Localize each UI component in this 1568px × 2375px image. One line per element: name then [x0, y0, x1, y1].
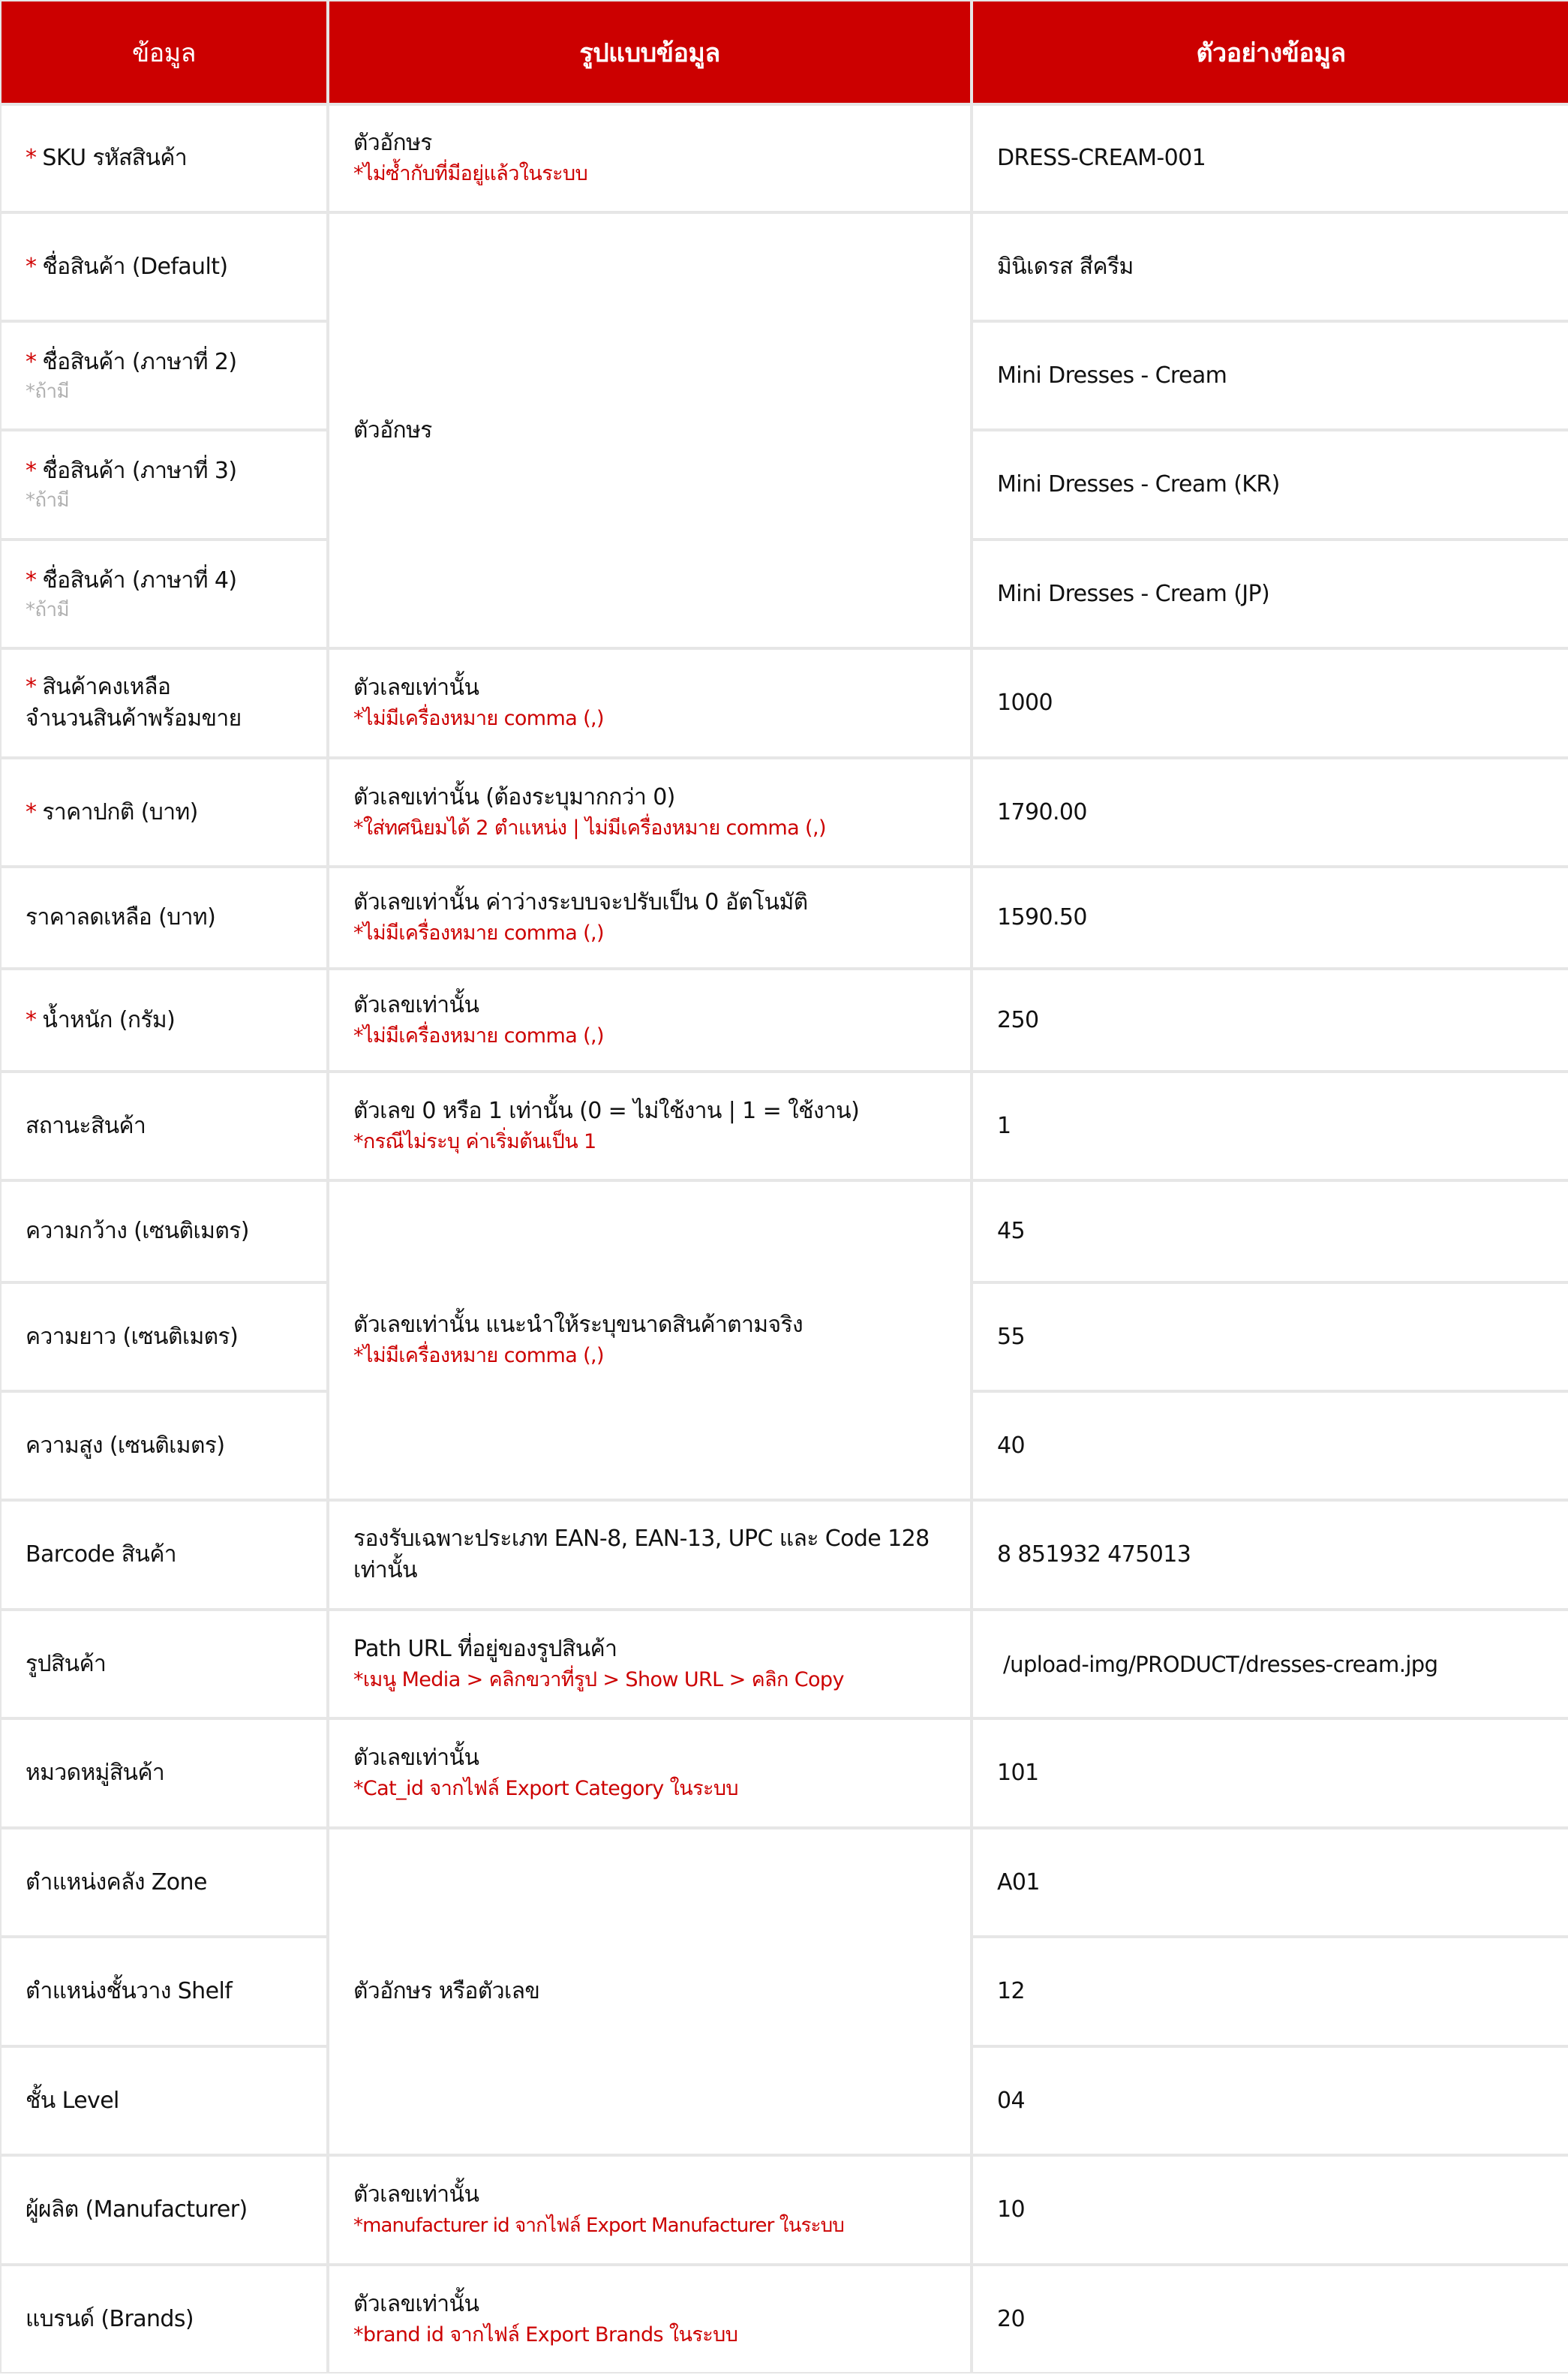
- format-text: ตัวเลขเท่านั้น (ต้องระบุมากกว่า 0): [353, 783, 675, 810]
- format-cell-stock: [329, 650, 970, 756]
- field-label: แบรนด์ (Brands): [26, 2305, 194, 2332]
- header-format: [329, 2, 970, 103]
- field-label: ราคาลดเหลือ (บาท): [26, 904, 216, 930]
- field-cell-weight: [2, 970, 326, 1070]
- field-label: ตำแหน่งคลัง Zone: [26, 1868, 207, 1895]
- required-marker: *: [26, 798, 37, 825]
- field-label: ราคาปกติ (บาท): [42, 798, 198, 825]
- field-cell-regular-price: [2, 759, 326, 865]
- field-label-line2: จำนวนสินค้าพร้อมขาย: [26, 705, 242, 732]
- format-text: ตัวอักษร หรือตัวเลข: [353, 1978, 540, 2004]
- format-note: *ไม่มีเครื่องหมาย comma (,): [353, 707, 604, 730]
- format-text: ตัวเลขเท่านั้น: [353, 991, 479, 1018]
- example-value: Mini Dresses - Cream (KR): [997, 471, 1280, 498]
- example-value: มินิเดรส สีครีม: [997, 253, 1134, 280]
- example-value: 250: [997, 1006, 1039, 1033]
- example-value: 20: [997, 2305, 1025, 2332]
- example-value: DRESS-CREAM-001: [997, 145, 1206, 171]
- example-value: 12: [997, 1978, 1025, 2004]
- example-cell-barcode: [973, 1502, 1568, 1608]
- field-cell-stock: [2, 650, 326, 756]
- example-value: /upload-img/PRODUCT/dresses-cream.jpg: [1003, 1651, 1438, 1677]
- format-text: ตัวอักษร: [353, 130, 432, 156]
- example-cell-stock: [973, 650, 1568, 756]
- field-cell-zone: [2, 1829, 326, 1935]
- format-cell-weight: [329, 970, 970, 1070]
- example-cell-length: [973, 1284, 1568, 1390]
- field-cell-length: [2, 1284, 326, 1390]
- format-note: *brand id จากไฟล์ Export Brands ในระบบ: [353, 2322, 738, 2346]
- field-label: น้ำหนัก (กรัม): [42, 1006, 176, 1033]
- example-cell-level: [973, 2048, 1568, 2154]
- field-cell-category: [2, 1720, 326, 1826]
- header-field-label: ข้อมูล: [132, 38, 196, 68]
- format-cell-names: [329, 214, 970, 647]
- example-cell-zone: [973, 1829, 1568, 1935]
- field-label: สถานะสินค้า: [26, 1112, 146, 1139]
- field-label: ชั้น Level: [26, 2087, 119, 2114]
- field-label: ความกว้าง (เซนติเมตร): [26, 1218, 249, 1244]
- example-cell-sale-price: [973, 868, 1568, 967]
- format-cell-barcode: [329, 1502, 970, 1608]
- format-note: *ไม่ซ้ำกับที่มีอยู่แล้วในระบบ: [353, 162, 588, 185]
- field-label: ชื่อสินค้า (Default): [42, 253, 228, 280]
- example-cell-name-lang4: [973, 541, 1568, 647]
- required-marker: *: [26, 1006, 37, 1033]
- example-cell-image: [973, 1611, 1568, 1717]
- field-label: ความยาว (เซนติเมตร): [26, 1323, 239, 1350]
- example-value: 1590.50: [997, 904, 1087, 930]
- example-value: 40: [997, 1432, 1025, 1459]
- optional-hint: *ถ้ามี: [26, 489, 70, 512]
- example-cell-name-lang2: [973, 323, 1568, 428]
- field-label: ความสูง (เซนติเมตร): [26, 1432, 225, 1459]
- example-value: 10: [997, 2196, 1025, 2223]
- format-cell-regular-price: [329, 759, 970, 865]
- format-text: ตัวเลขเท่านั้น แนะนำให้ระบุขนาดสินค้าตามจริง: [353, 1312, 804, 1338]
- field-label: ผู้ผลิต (Manufacturer): [26, 2196, 248, 2223]
- format-note: *กรณีไม่ระบุ ค่าเริ่มต้นเป็น 1: [353, 1129, 596, 1153]
- field-label: รูปสินค้า: [26, 1650, 107, 1677]
- format-note: *manufacturer id จากไฟล์ Export Manufacturer ในระบบ: [353, 2214, 844, 2237]
- format-text: ตัวเลข 0 หรือ 1 เท่านั้น (0 = ไม่ใช้งาน | 1 = ใช้งาน): [353, 1097, 860, 1124]
- field-label: หมวดหมู่สินค้า: [26, 1760, 165, 1786]
- required-marker: *: [26, 348, 37, 375]
- field-cell-name-lang4: [2, 541, 326, 647]
- example-cell-shelf: [973, 1938, 1568, 2045]
- example-value: Mini Dresses - Cream (JP): [997, 580, 1270, 607]
- example-cell-status: [973, 1073, 1568, 1179]
- optional-hint: *ถ้ามี: [26, 380, 70, 403]
- format-cell-sale-price: [329, 868, 970, 967]
- example-value: 1000: [997, 690, 1053, 716]
- field-cell-brands: [2, 2266, 326, 2372]
- field-label: Barcode สินค้า: [26, 1541, 177, 1568]
- format-note: *เมนู Media > คลิกขวาที่รูป > Show URL > คลิก Copy: [353, 1667, 844, 1691]
- format-text: ตัวอักษร: [353, 416, 432, 443]
- example-value: 101: [997, 1760, 1039, 1786]
- format-note: *ไม่มีเครื่องหมาย comma (,): [353, 1024, 604, 1048]
- field-cell-status: [2, 1073, 326, 1179]
- example-value: 1: [997, 1112, 1011, 1139]
- field-label: ตำแหน่งชั้นวาง Shelf: [26, 1978, 233, 2004]
- example-cell-regular-price: [973, 759, 1568, 865]
- field-cell-shelf: [2, 1938, 326, 2045]
- example-cell-brands: [973, 2266, 1568, 2372]
- example-value: 8 851932 475013: [997, 1541, 1191, 1568]
- field-label: ชื่อสินค้า (ภาษาที่ 2): [42, 348, 237, 375]
- example-cell-manufacturer: [973, 2157, 1568, 2263]
- example-value: A01: [997, 1868, 1040, 1895]
- field-cell-barcode: [2, 1502, 326, 1608]
- format-text: ตัวเลขเท่านั้น: [353, 1745, 479, 1771]
- example-value: 55: [997, 1323, 1025, 1350]
- format-cell-location: [329, 1829, 970, 2154]
- format-note: *ใส่ทศนิยมได้ 2 ตำแหน่ง | ไม่มีเครื่องหมาย comma (,): [353, 816, 826, 840]
- format-cell-status: [329, 1073, 970, 1179]
- format-cell-manufacturer: [329, 2157, 970, 2263]
- format-note: *ไม่มีเครื่องหมาย comma (,): [353, 1344, 604, 1367]
- optional-hint: *ถ้ามี: [26, 598, 70, 621]
- field-label: ชื่อสินค้า (ภาษาที่ 3): [42, 458, 237, 484]
- example-value: 1790.00: [997, 798, 1087, 825]
- example-cell-sku: [973, 106, 1568, 211]
- field-cell-image: [2, 1611, 326, 1717]
- example-cell-name-lang3: [973, 431, 1568, 538]
- required-marker: *: [26, 253, 37, 280]
- format-note: *ไม่มีเครื่องหมาย comma (,): [353, 921, 604, 945]
- field-label: สินค้าคงเหลือ: [42, 674, 171, 700]
- field-cell-name-default: [2, 214, 326, 320]
- example-cell-category: [973, 1720, 1568, 1826]
- field-cell-sku: [2, 106, 326, 211]
- example-value: Mini Dresses - Cream: [997, 362, 1227, 389]
- field-cell-height: [2, 1393, 326, 1499]
- header-example: [973, 2, 1568, 103]
- format-cell-brands: [329, 2266, 970, 2372]
- field-cell-level: [2, 2048, 326, 2154]
- example-cell-height: [973, 1393, 1568, 1499]
- field-label: ชื่อสินค้า (ภาษาที่ 4): [42, 567, 237, 594]
- header-field: [2, 2, 326, 103]
- required-marker: *: [26, 458, 37, 484]
- required-marker: *: [26, 567, 37, 594]
- format-cell-category: [329, 1720, 970, 1826]
- format-text: ตัวเลขเท่านั้น: [353, 2181, 479, 2208]
- header-example-label: ตัวอย่างข้อมูล: [1196, 38, 1346, 68]
- format-text: Path URL ที่อยู่ของรูปสินค้า: [353, 1635, 617, 1662]
- field-label: SKU รหัสสินค้า: [42, 145, 188, 171]
- example-value: 04: [997, 2087, 1025, 2114]
- field-cell-name-lang2: [2, 323, 326, 428]
- format-note: *Cat_id จากไฟล์ Export Category ในระบบ: [353, 1777, 738, 1800]
- example-value: 45: [997, 1218, 1025, 1244]
- required-marker: *: [26, 674, 37, 700]
- format-text: ตัวเลขเท่านั้น ค่าว่างระบบจะปรับเป็น 0 อัตโนมัติ: [353, 889, 808, 915]
- example-cell-width: [973, 1182, 1568, 1281]
- field-cell-width: [2, 1182, 326, 1281]
- example-cell-weight: [973, 970, 1568, 1070]
- format-text: ตัวเลขเท่านั้น: [353, 675, 479, 701]
- required-marker: *: [26, 145, 37, 171]
- format-text: ตัวเลขเท่านั้น: [353, 2290, 479, 2317]
- field-cell-manufacturer: [2, 2157, 326, 2263]
- format-text: รองรับเฉพาะประเภท EAN-8, EAN-13, UPC และ Code 128 เท่านั้น: [353, 1526, 930, 1583]
- format-cell-image: [329, 1611, 970, 1717]
- example-cell-name-default: [973, 214, 1568, 320]
- format-cell-sku: [329, 106, 970, 211]
- field-cell-sale-price: [2, 868, 326, 967]
- format-cell-dimensions: [329, 1182, 970, 1499]
- header-format-label: รูปแบบข้อมูล: [579, 38, 720, 68]
- field-cell-name-lang3: [2, 431, 326, 538]
